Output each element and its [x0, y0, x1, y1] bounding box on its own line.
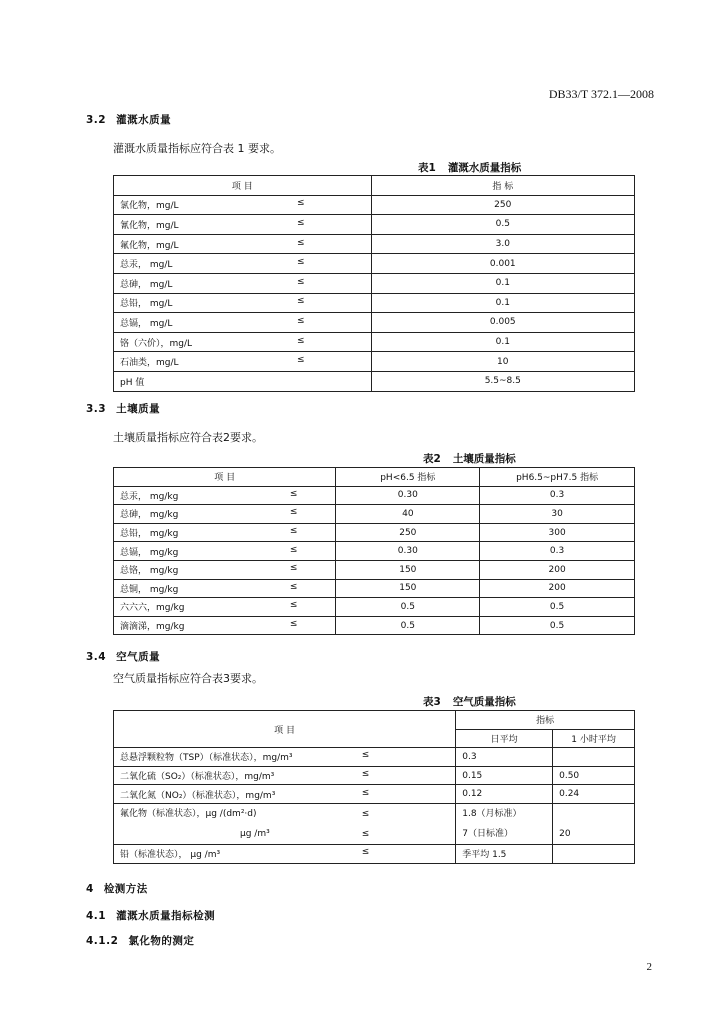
relation: ≤ — [361, 828, 370, 839]
item: 二氧化硫（SO₂）（标准状态），mg/m³ — [120, 772, 275, 783]
value: 0.1 — [371, 332, 634, 352]
value-b: 0.5 — [480, 598, 635, 617]
item: 总镉， mg/kg — [120, 547, 179, 558]
relation: ≤ — [289, 488, 298, 499]
relation: ≤ — [361, 750, 370, 761]
section-title: 氯化物的测定 — [128, 935, 195, 947]
item: 总汞， mg/kg — [120, 491, 179, 502]
item: 总铜， mg/kg — [120, 584, 179, 595]
hourly: 20 — [553, 803, 635, 844]
value-a: 0.5 — [336, 598, 480, 617]
table-row — [114, 215, 635, 235]
value: 5.5~8.5 — [371, 371, 634, 391]
table-row — [114, 195, 635, 215]
table-title: 土壤质量指标 — [452, 453, 516, 465]
relation: ≤ — [361, 847, 370, 858]
table-row — [114, 352, 635, 372]
table-row — [114, 505, 635, 524]
table-row — [114, 844, 635, 863]
daily: 季平均 1.5 — [456, 844, 553, 863]
daily: 0.12 — [456, 785, 553, 804]
item: 总铬， mg/kg — [120, 566, 179, 577]
value: 10 — [371, 352, 634, 372]
item: 二氧化氮（NO₂）（标准状态），mg/m³ — [120, 790, 276, 801]
table-row — [114, 234, 635, 254]
relation: ≤ — [289, 563, 298, 574]
table-row — [114, 766, 635, 785]
table-row — [114, 748, 635, 767]
header-hourly: 1 小时平均 — [553, 729, 635, 748]
table3-air-quality — [113, 710, 635, 864]
section-3-4-heading — [86, 649, 160, 664]
relation: ≤ — [297, 315, 305, 326]
relation: ≤ — [297, 198, 305, 209]
table-row — [114, 542, 635, 561]
table-row — [114, 579, 635, 598]
item: 总砷， mg/L — [120, 279, 173, 290]
item: 总悬浮颗粒物（TSP）（标准状态），mg/m³ — [120, 753, 293, 764]
relation: ≤ — [297, 237, 305, 248]
daily: 0.3 — [456, 748, 553, 767]
item: pH 值 — [120, 377, 145, 388]
table3-caption — [423, 694, 516, 709]
item: 铅（标准状态）， μg /m³ — [120, 850, 221, 861]
table-header-row — [114, 468, 635, 487]
table-row — [114, 616, 635, 635]
header-item: 项 目 — [114, 468, 336, 487]
hourly — [553, 748, 635, 767]
section-number: 3.2 — [86, 114, 107, 126]
table-row — [114, 313, 635, 333]
table-title: 灌溉水质量指标 — [447, 162, 522, 174]
standard-code: DB33/T 372.1—2008 — [548, 87, 654, 101]
value-b: 0.5 — [480, 616, 635, 635]
value: 0.1 — [371, 293, 634, 313]
daily-daily: 7（日标准） — [462, 828, 513, 839]
header-value: 指 标 — [371, 176, 634, 196]
header-ph-low: pH<6.5 指标 — [336, 468, 480, 487]
table2-soil-quality — [113, 467, 635, 635]
header-item: 项 目 — [114, 176, 372, 196]
relation: ≤ — [297, 257, 305, 268]
relation: ≤ — [297, 276, 305, 287]
header-index: 指标 — [456, 711, 635, 730]
header-item: 项 目 — [114, 711, 456, 748]
item: 氟化物（标准状态），μg /(dm²·d) — [120, 808, 257, 819]
table-row — [114, 486, 635, 505]
relation: ≤ — [361, 787, 370, 798]
table-row — [114, 254, 635, 274]
value: 0.1 — [371, 273, 634, 293]
value-a: 0.30 — [336, 486, 480, 505]
value: 250 — [371, 195, 634, 215]
item: 氟化物，mg/L — [120, 240, 179, 251]
item: 总铅， mg/kg — [120, 529, 179, 540]
value-b: 200 — [480, 560, 635, 579]
relation: ≤ — [361, 769, 370, 780]
page-number: 2 — [646, 961, 652, 973]
header-daily: 日平均 — [456, 729, 553, 748]
relation: ≤ — [297, 335, 305, 346]
item: 石油类，mg/L — [120, 358, 179, 369]
table-row — [114, 560, 635, 579]
value-a: 250 — [336, 523, 480, 542]
section-number: 4.1 — [86, 910, 107, 922]
relation: ≤ — [289, 507, 298, 518]
item: 总汞， mg/L — [120, 260, 173, 271]
daily-monthly: 1.8（月标准） — [462, 808, 522, 819]
item: 铬（六价），mg/L — [120, 338, 193, 349]
table-row — [114, 273, 635, 293]
relation: ≤ — [297, 296, 305, 307]
table-header-row — [114, 711, 635, 730]
table1-irrigation-water — [113, 175, 635, 392]
value: 3.0 — [371, 234, 634, 254]
relation: ≤ — [361, 808, 370, 819]
hourly: 0.24 — [553, 785, 635, 804]
table-row — [114, 785, 635, 804]
item: 氰化物，mg/L — [120, 220, 179, 231]
relation: ≤ — [297, 355, 305, 366]
table-number: 表1 — [418, 162, 436, 174]
table-header-row — [114, 176, 635, 196]
section-number: 3.4 — [86, 651, 107, 663]
hourly — [553, 844, 635, 863]
section-3-2-text: 灌溉水质量指标应符合表 1 要求。 — [113, 142, 281, 155]
value-b: 0.3 — [480, 486, 635, 505]
table-title: 空气质量指标 — [452, 696, 516, 708]
table-number: 表3 — [423, 696, 441, 708]
item: 总镉， mg/L — [120, 318, 173, 329]
section-3-4-text: 空气质量指标应符合表3要求。 — [113, 672, 263, 685]
table-row — [114, 293, 635, 313]
value-a: 150 — [336, 560, 480, 579]
table1-caption — [418, 160, 521, 175]
table-row — [114, 332, 635, 352]
relation: ≤ — [289, 600, 298, 611]
relation: ≤ — [289, 526, 298, 537]
relation: ≤ — [289, 544, 298, 555]
table-row — [114, 598, 635, 617]
header-ph-mid: pH6.5~pH7.5 指标 — [480, 468, 635, 487]
value: 0.005 — [371, 313, 634, 333]
value: 0.001 — [371, 254, 634, 274]
table-row — [114, 523, 635, 542]
relation: ≤ — [289, 619, 298, 630]
item: 总铅， mg/L — [120, 299, 173, 310]
hourly: 0.50 — [553, 766, 635, 785]
relation: ≤ — [289, 581, 298, 592]
section-title: 土壤质量 — [116, 403, 161, 415]
item: 总砷， mg/kg — [120, 510, 179, 521]
value-a: 0.30 — [336, 542, 480, 561]
value-a: 150 — [336, 579, 480, 598]
table-row — [114, 371, 635, 391]
value-b: 200 — [480, 579, 635, 598]
section-number: 4 — [86, 883, 94, 895]
section-title: 灌溉水质量 — [116, 114, 172, 126]
item: 滴滴涕，mg/kg — [120, 622, 185, 633]
section-title: 灌溉水质量指标检测 — [116, 910, 216, 922]
section-4-heading — [86, 881, 148, 896]
section-4-1-2-heading — [86, 933, 194, 948]
value-b: 30 — [480, 505, 635, 524]
value-b: 0.3 — [480, 542, 635, 561]
section-3-3-heading — [86, 401, 160, 416]
table-row-fluoride — [114, 803, 635, 844]
value-b: 300 — [480, 523, 635, 542]
table-number: 表2 — [423, 453, 441, 465]
section-title: 检测方法 — [103, 883, 148, 895]
section-number: 3.3 — [86, 403, 107, 415]
section-4-1-heading — [86, 908, 215, 923]
item: 氯化物，mg/L — [120, 201, 179, 212]
section-3-3-text: 土壤质量指标应符合表2要求。 — [113, 431, 263, 444]
daily: 0.15 — [456, 766, 553, 785]
section-title: 空气质量 — [116, 651, 161, 663]
value-a: 40 — [336, 505, 480, 524]
relation: ≤ — [297, 217, 305, 228]
item-unit: μg /m³ — [240, 828, 270, 839]
item: 六六六，mg/kg — [120, 603, 185, 614]
table2-caption — [423, 451, 516, 466]
value-a: 0.5 — [336, 616, 480, 635]
section-number: 4.1.2 — [86, 935, 119, 947]
value: 0.5 — [371, 215, 634, 235]
section-3-2-heading — [86, 112, 171, 127]
